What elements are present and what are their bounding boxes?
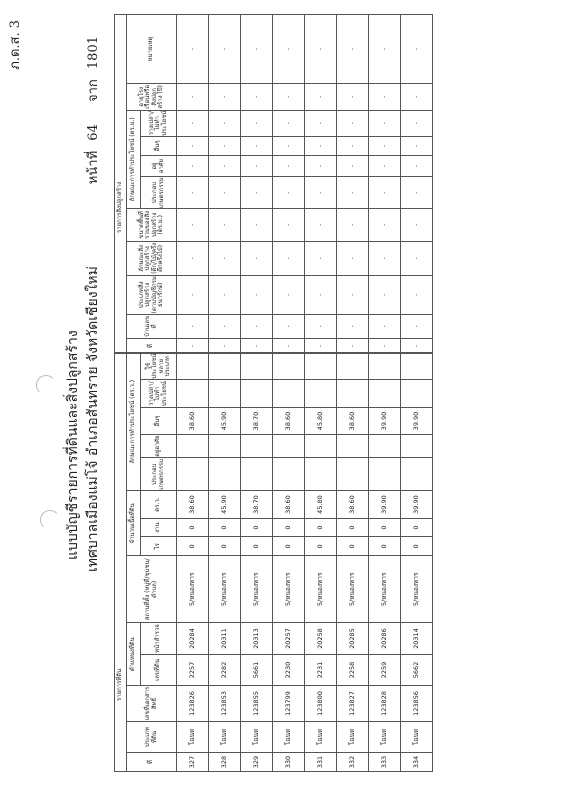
cell-doc-no: 123856 (401, 686, 433, 722)
document-title: แบบบัญชีรายการที่ดินและสิ่งปลูกสร้าง (65, 330, 81, 560)
cell-dash: - (337, 314, 369, 339)
bcol-size: ขนาดพื้นที่รวมของสิ่งปลูกสร้าง (ตร.ม.) (127, 209, 177, 242)
cell-doc-no: 123828 (369, 686, 401, 722)
bcol-agri: ประกอบเกษตรกรรม (141, 177, 177, 209)
cell-agri (305, 458, 337, 491)
col-land-type: ประเภทที่ดิน (127, 721, 177, 752)
cell-survey: 20258 (305, 623, 337, 654)
cell-dash: - (209, 155, 241, 176)
cell-mixed (305, 353, 337, 381)
cell-survey: 20311 (209, 623, 241, 654)
page-number: 64 (86, 124, 101, 141)
bcol-seq: ที่ (127, 339, 177, 354)
cell-dash: - (369, 155, 401, 176)
cell-resid (177, 435, 209, 458)
cell-doc-no: 123826 (177, 686, 209, 722)
table-row (305, 15, 337, 354)
cell-survey: 20286 (369, 623, 401, 654)
cell-agri (241, 458, 273, 491)
cell-dash: - (369, 241, 401, 275)
cell-dash: - (177, 314, 209, 339)
col-place: สถานที่ตั้ง (หมู่ที่/ชุมชน/ตำบล) (127, 556, 177, 623)
bcol-use-group: ลักษณะการทำประโยชน์ (ตร.ม.) (127, 110, 141, 208)
cell-dash: - (177, 177, 209, 209)
cell-dash: - (305, 155, 337, 176)
cell-rai: 0 (241, 537, 273, 556)
cell-survey: 20284 (177, 623, 209, 654)
cell-dash: - (337, 209, 369, 242)
cell-wa: 38.60 (337, 491, 369, 518)
cell-dash: - (273, 276, 305, 314)
cell-dash: - (273, 241, 305, 275)
cell-rai: 0 (369, 537, 401, 556)
cell-dash: - (209, 339, 241, 354)
col-resid: อยู่อาศัย (141, 435, 177, 458)
cell-dash: - (401, 276, 433, 314)
building-table (114, 14, 433, 354)
cell-land-type: โฉนด (273, 721, 305, 752)
cell-dash: - (305, 110, 337, 136)
table-row (177, 15, 209, 354)
cell-dash: - (369, 314, 401, 339)
cell-place: 5/หนองหาร (177, 556, 209, 623)
cell-dash: - (273, 84, 305, 111)
table-row (209, 353, 241, 772)
cell-mixed (369, 353, 401, 381)
cell-dash: - (401, 314, 433, 339)
cell-doc-no: 123799 (273, 686, 305, 722)
cell-agri (177, 458, 209, 491)
cell-dash: - (273, 110, 305, 136)
land-table (114, 352, 433, 772)
cell-dash: - (177, 276, 209, 314)
cell-dash: - (337, 110, 369, 136)
cell-vacant (273, 380, 305, 407)
cell-dash: - (241, 155, 273, 176)
col-doc-no: เลขที่เอกสารสิทธิ์ (127, 686, 177, 722)
bcol-nature: ลักษณะสิ่งปลูกสร้าง (ตึก/ไม้/ครึ่งตึกครึ่งไม้) (127, 241, 177, 275)
table-row (241, 15, 273, 354)
cell-survey: 20313 (241, 623, 273, 654)
cell-parcel: 2257 (177, 654, 209, 685)
cell-vacant (401, 380, 433, 407)
bcol-house-no: บ้านเลขที่ (127, 314, 177, 339)
cell-dash: - (241, 209, 273, 242)
cell-dash: - (209, 15, 241, 84)
punch-hole-mark (40, 510, 60, 530)
cell-dash: - (369, 209, 401, 242)
cell-vacant (209, 380, 241, 407)
cell-dash: - (209, 110, 241, 136)
cell-dash: - (369, 177, 401, 209)
cell-resid (369, 435, 401, 458)
cell-vacant (337, 380, 369, 407)
cell-dash: - (177, 84, 209, 111)
cell-dash: - (273, 314, 305, 339)
cell-dash: - (337, 276, 369, 314)
cell-dash: - (401, 110, 433, 136)
cell-dash: - (177, 339, 209, 354)
cell-wa: 39.90 (401, 491, 433, 518)
table-row (369, 15, 401, 354)
cell-agri (273, 458, 305, 491)
col-area-group: จำนวนเนื้อที่ดิน (127, 491, 141, 556)
cell-rai: 0 (337, 537, 369, 556)
cell-dash: - (401, 136, 433, 155)
bcol-note: หมายเหตุ (127, 15, 177, 84)
cell-dash: - (305, 177, 337, 209)
cell-other: 45.90 (209, 407, 241, 434)
cell-dash: - (241, 339, 273, 354)
cell-land-type: โฉนด (305, 721, 337, 752)
cell-dash: - (273, 177, 305, 209)
cell-dash: - (273, 339, 305, 354)
cell-dash: - (209, 84, 241, 111)
cell-dash: - (305, 339, 337, 354)
col-seq: ที่ (127, 753, 177, 772)
cell-resid (209, 435, 241, 458)
of-label: จาก (86, 79, 101, 103)
cell-place: 5/หนองหาร (401, 556, 433, 623)
cell-agri (369, 458, 401, 491)
cell-seq: 330 (273, 753, 305, 772)
col-ngan: งาน (141, 518, 177, 537)
cell-wa: 45.90 (209, 491, 241, 518)
bcol-vacant: ว่างเปล่า/ไม่ทำประโยชน์ (141, 110, 177, 136)
cell-mixed (241, 353, 273, 381)
cell-dash: - (177, 209, 209, 242)
cell-land-type: โฉนด (209, 721, 241, 752)
cell-resid (337, 435, 369, 458)
cell-doc-no: 123855 (241, 686, 273, 722)
cell-wa: 38.60 (273, 491, 305, 518)
cell-dash: - (369, 339, 401, 354)
cell-survey: 20257 (273, 623, 305, 654)
cell-resid (305, 435, 337, 458)
cell-resid (401, 435, 433, 458)
land-group-header: รายการที่ดิน (115, 353, 127, 772)
cell-land-type: โฉนด (241, 721, 273, 752)
cell-other: 45.80 (305, 407, 337, 434)
table-row (337, 353, 369, 772)
cell-ngan: 0 (305, 518, 337, 537)
cell-dash: - (241, 314, 273, 339)
cell-dash: - (241, 177, 273, 209)
cell-dash: - (177, 15, 209, 84)
table-row (273, 15, 305, 354)
cell-land-type: โฉนด (177, 721, 209, 752)
cell-mixed (401, 353, 433, 381)
cell-land-type: โฉนด (337, 721, 369, 752)
cell-survey: 20285 (337, 623, 369, 654)
cell-dash: - (337, 155, 369, 176)
cell-dash: - (369, 15, 401, 84)
cell-agri (337, 458, 369, 491)
col-rai: ไร่ (141, 537, 177, 556)
cell-dash: - (337, 339, 369, 354)
cell-dash: - (209, 314, 241, 339)
table-row (241, 353, 273, 772)
col-mixed: ใช้ประโยชน์หลายประเภท (141, 353, 177, 381)
col-agri: ประกอบเกษตรกรรม (141, 458, 177, 491)
cell-dash: - (209, 177, 241, 209)
cell-parcel: 5661 (241, 654, 273, 685)
cell-dash: - (241, 84, 273, 111)
bcol-type: ประเภทสิ่งปลูกสร้าง (ตามบัญชีกรมธนารักษ์) (127, 276, 177, 314)
col-location-group: ตำแหน่งที่ดิน (127, 623, 141, 686)
cell-dash: - (401, 339, 433, 354)
cell-resid (241, 435, 273, 458)
col-other: อื่นๆ (141, 407, 177, 434)
cell-parcel: 2258 (337, 654, 369, 685)
cell-place: 5/หนองหาร (209, 556, 241, 623)
table-row (401, 15, 433, 354)
cell-dash: - (337, 177, 369, 209)
cell-place: 5/หนองหาร (241, 556, 273, 623)
form-code: ภ.ด.ส. 3 (8, 20, 23, 70)
cell-other: 39.90 (401, 407, 433, 434)
bcol-resid: อยู่อาศัย (141, 155, 177, 176)
cell-dash: - (241, 136, 273, 155)
cell-dash: - (241, 276, 273, 314)
cell-dash: - (305, 241, 337, 275)
cell-dash: - (401, 209, 433, 242)
bcol-age: อายุโรงเรือนหรือสิ่งปลูกสร้าง (ปี) (127, 84, 177, 111)
cell-dash: - (273, 136, 305, 155)
cell-ngan: 0 (241, 518, 273, 537)
cell-dash: - (305, 209, 337, 242)
cell-seq: 328 (209, 753, 241, 772)
cell-dash: - (209, 241, 241, 275)
cell-rai: 0 (305, 537, 337, 556)
cell-parcel: 2259 (369, 654, 401, 685)
cell-land-type: โฉนด (369, 721, 401, 752)
table-row (177, 353, 209, 772)
cell-dash: - (209, 276, 241, 314)
cell-dash: - (241, 110, 273, 136)
table-row (273, 353, 305, 772)
cell-dash: - (177, 241, 209, 275)
cell-dash: - (273, 15, 305, 84)
cell-dash: - (209, 209, 241, 242)
cell-dash: - (369, 110, 401, 136)
cell-seq: 327 (177, 753, 209, 772)
page-info (82, 36, 103, 190)
cell-place: 5/หนองหาร (337, 556, 369, 623)
cell-place: 5/หนองหาร (305, 556, 337, 623)
cell-doc-no: 123853 (209, 686, 241, 722)
cell-agri (401, 458, 433, 491)
cell-place: 5/หนองหาร (369, 556, 401, 623)
cell-survey: 20314 (401, 623, 433, 654)
cell-rai: 0 (177, 537, 209, 556)
col-parcel: เลขที่ดิน (141, 654, 177, 685)
cell-other: 39.90 (369, 407, 401, 434)
table-row (209, 15, 241, 354)
cell-doc-no: 123800 (305, 686, 337, 722)
cell-parcel: 2282 (209, 654, 241, 685)
col-vacant: ว่างเปล่า/ไม่ทำประโยชน์ (141, 380, 177, 407)
cell-wa: 38.70 (241, 491, 273, 518)
cell-dash: - (337, 15, 369, 84)
cell-dash: - (209, 136, 241, 155)
cell-mixed (337, 353, 369, 381)
cell-vacant (177, 380, 209, 407)
cell-ngan: 0 (369, 518, 401, 537)
bcol-other: อื่นๆ (141, 136, 177, 155)
table-row (401, 353, 433, 772)
cell-ngan: 0 (401, 518, 433, 537)
col-use-group: ลักษณะการทำประโยชน์ (ตร.ว.) (127, 353, 141, 491)
cell-dash: - (401, 177, 433, 209)
col-wa: ตร.ว. (141, 491, 177, 518)
cell-doc-no: 123827 (337, 686, 369, 722)
cell-dash: - (241, 241, 273, 275)
cell-ngan: 0 (209, 518, 241, 537)
cell-dash: - (305, 15, 337, 84)
cell-mixed (273, 353, 305, 381)
table-row (369, 353, 401, 772)
cell-vacant (241, 380, 273, 407)
cell-seq: 329 (241, 753, 273, 772)
cell-other: 38.60 (337, 407, 369, 434)
cell-ngan: 0 (273, 518, 305, 537)
cell-dash: - (369, 136, 401, 155)
cell-rai: 0 (209, 537, 241, 556)
cell-mixed (177, 353, 209, 381)
page-label: หน้าที่ (86, 150, 101, 185)
table-row (305, 353, 337, 772)
cell-dash: - (241, 15, 273, 84)
cell-dash: - (401, 241, 433, 275)
cell-dash: - (401, 15, 433, 84)
cell-dash: - (305, 276, 337, 314)
cell-parcel: 2230 (273, 654, 305, 685)
table-row (337, 15, 369, 354)
cell-other: 38.60 (177, 407, 209, 434)
cell-other: 38.70 (241, 407, 273, 434)
cell-parcel: 5662 (401, 654, 433, 685)
cell-dash: - (369, 84, 401, 111)
cell-dash: - (273, 155, 305, 176)
cell-place: 5/หนองหาร (273, 556, 305, 623)
cell-ngan: 0 (337, 518, 369, 537)
building-group-header: รายการสิ่งปลูกสร้าง (115, 15, 127, 354)
punch-hole-mark (36, 375, 56, 395)
cell-other: 38.60 (273, 407, 305, 434)
cell-seq: 331 (305, 753, 337, 772)
cell-rai: 0 (273, 537, 305, 556)
cell-dash: - (177, 110, 209, 136)
cell-seq: 333 (369, 753, 401, 772)
cell-dash: - (337, 84, 369, 111)
cell-wa: 38.60 (177, 491, 209, 518)
cell-wa: 45.80 (305, 491, 337, 518)
cell-dash: - (273, 209, 305, 242)
cell-parcel: 2231 (305, 654, 337, 685)
col-survey: หน้าสำรวจ (141, 623, 177, 654)
total-pages: 1801 (86, 36, 101, 70)
cell-mixed (209, 353, 241, 381)
cell-dash: - (337, 241, 369, 275)
cell-vacant (305, 380, 337, 407)
cell-dash: - (177, 136, 209, 155)
cell-dash: - (305, 314, 337, 339)
cell-vacant (369, 380, 401, 407)
cell-rai: 0 (401, 537, 433, 556)
cell-dash: - (177, 155, 209, 176)
cell-land-type: โฉนด (401, 721, 433, 752)
cell-dash: - (401, 155, 433, 176)
cell-agri (209, 458, 241, 491)
document-subtitle: เทศบาลเมืองแม่โจ้ อำเภอสันทราย จังหวัดเชียงใหม่ (85, 266, 101, 572)
cell-seq: 332 (337, 753, 369, 772)
cell-ngan: 0 (177, 518, 209, 537)
cell-dash: - (337, 136, 369, 155)
cell-dash: - (369, 276, 401, 314)
cell-dash: - (305, 84, 337, 111)
cell-seq: 334 (401, 753, 433, 772)
cell-dash: - (305, 136, 337, 155)
cell-dash: - (401, 84, 433, 111)
cell-resid (273, 435, 305, 458)
cell-wa: 39.90 (369, 491, 401, 518)
